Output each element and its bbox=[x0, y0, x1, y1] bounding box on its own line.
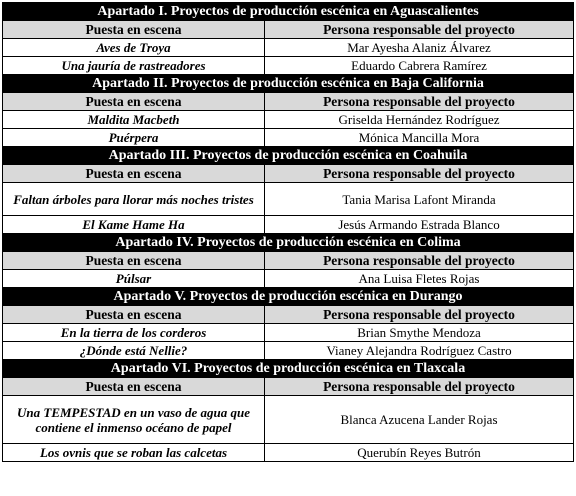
section-header-row bbox=[3, 234, 574, 252]
play-title: ¿Dónde está Nellie? bbox=[3, 342, 265, 360]
table-row bbox=[3, 444, 574, 462]
column-header-person: Persona responsable del proyecto bbox=[265, 252, 574, 270]
section-title: Apartado V. Proyectos de producción escénica en Durango bbox=[3, 288, 574, 306]
table-row bbox=[3, 216, 574, 234]
responsible-person: Tania Marisa Lafont Miranda bbox=[265, 183, 574, 216]
table-row bbox=[3, 183, 574, 216]
column-header-row bbox=[3, 93, 574, 111]
play-title: Maldita Macbeth bbox=[3, 111, 265, 129]
table-row bbox=[3, 270, 574, 288]
table-row bbox=[3, 111, 574, 129]
column-header-person: Persona responsable del proyecto bbox=[265, 165, 574, 183]
column-header-row bbox=[3, 252, 574, 270]
column-header-play: Puesta en escena bbox=[3, 306, 265, 324]
column-header-row bbox=[3, 378, 574, 396]
column-header-person: Persona responsable del proyecto bbox=[265, 93, 574, 111]
column-header-play: Puesta en escena bbox=[3, 93, 265, 111]
play-title: El Kame Hame Ha bbox=[3, 216, 265, 234]
section-title: Apartado II. Proyectos de producción escénica en Baja California bbox=[3, 75, 574, 93]
responsible-person: Ana Luisa Fletes Rojas bbox=[265, 270, 574, 288]
responsible-person: Brian Smythe Mendoza bbox=[265, 324, 574, 342]
table-row bbox=[3, 39, 574, 57]
table-row bbox=[3, 57, 574, 75]
table-row bbox=[3, 129, 574, 147]
responsible-person: Jesús Armando Estrada Blanco bbox=[265, 216, 574, 234]
responsible-person: Eduardo Cabrera Ramírez bbox=[265, 57, 574, 75]
play-title: Aves de Troya bbox=[3, 39, 265, 57]
column-header-person: Persona responsable del proyecto bbox=[265, 21, 574, 39]
column-header-row bbox=[3, 21, 574, 39]
table-row bbox=[3, 324, 574, 342]
responsible-person: Querubín Reyes Butrón bbox=[265, 444, 574, 462]
play-title: Una jauría de rastreadores bbox=[3, 57, 265, 75]
column-header-play: Puesta en escena bbox=[3, 252, 265, 270]
column-header-play: Puesta en escena bbox=[3, 21, 265, 39]
responsible-person: Blanca Azucena Lander Rojas bbox=[265, 396, 574, 444]
responsible-person: Vianey Alejandra Rodríguez Castro bbox=[265, 342, 574, 360]
table-row bbox=[3, 342, 574, 360]
column-header-person: Persona responsable del proyecto bbox=[265, 378, 574, 396]
projects-table bbox=[2, 2, 574, 462]
section-title: Apartado III. Proyectos de producción escénica en Coahuila bbox=[3, 147, 574, 165]
section-title: Apartado I. Proyectos de producción escénica en Aguascalientes bbox=[3, 3, 574, 21]
section-title: Apartado VI. Proyectos de producción escénica en Tlaxcala bbox=[3, 360, 574, 378]
play-title: Puérpera bbox=[3, 129, 265, 147]
table-row bbox=[3, 396, 574, 444]
column-header-play: Puesta en escena bbox=[3, 378, 265, 396]
play-title: En la tierra de los corderos bbox=[3, 324, 265, 342]
play-title: Los ovnis que se roban las calcetas bbox=[3, 444, 265, 462]
section-header-row bbox=[3, 360, 574, 378]
column-header-play: Puesta en escena bbox=[3, 165, 265, 183]
section-header-row bbox=[3, 75, 574, 93]
responsible-person: Mónica Mancilla Mora bbox=[265, 129, 574, 147]
play-title: Una TEMPESTAD en un vaso de agua que contiene el inmenso océano de papel bbox=[3, 396, 265, 444]
column-header-person: Persona responsable del proyecto bbox=[265, 306, 574, 324]
column-header-row bbox=[3, 306, 574, 324]
section-header-row bbox=[3, 288, 574, 306]
section-title: Apartado IV. Proyectos de producción escénica en Colima bbox=[3, 234, 574, 252]
play-title: Púlsar bbox=[3, 270, 265, 288]
responsible-person: Mar Ayesha Alaniz Álvarez bbox=[265, 39, 574, 57]
play-title: Faltan árboles para llorar más noches tristes bbox=[3, 183, 265, 216]
section-header-row bbox=[3, 3, 574, 21]
column-header-row bbox=[3, 165, 574, 183]
responsible-person: Griselda Hernández Rodríguez bbox=[265, 111, 574, 129]
section-header-row bbox=[3, 147, 574, 165]
